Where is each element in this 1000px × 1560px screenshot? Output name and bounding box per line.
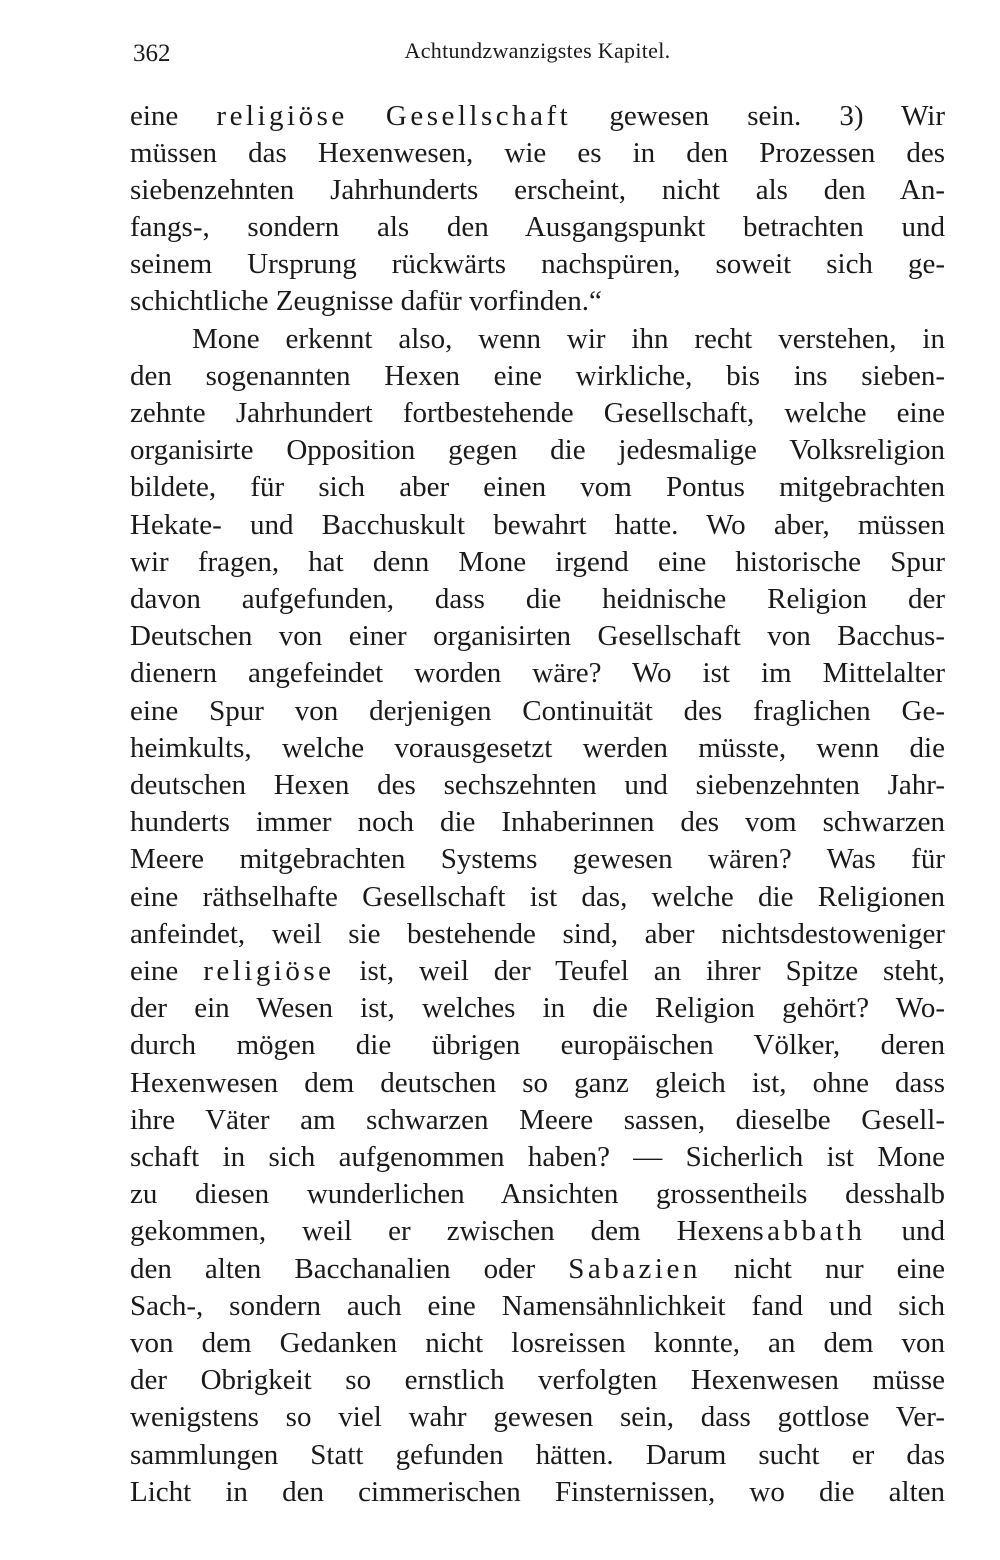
emphasized-word: religiöse — [203, 955, 335, 987]
text-line: seinem Ursprung rückwärts nachspüren, soweit sich ge- — [130, 248, 945, 280]
text-line: durch mögen die übrigen europäischen Völker, deren — [130, 1029, 945, 1061]
text-line: fangs-, sondern als den Ausgangspunkt betrachten und — [130, 211, 945, 243]
text-line: anfeindet, weil sie bestehende sind, aber nichtsdestoweniger — [130, 918, 945, 950]
text-line: Deutschen von einer organisirten Gesellschaft von Bacchus- — [130, 620, 945, 652]
page-number: 362 — [133, 40, 171, 67]
text-line: Licht in den cimmerischen Finsternissen, wo die alten — [130, 1476, 945, 1508]
text-line: von dem Gedanken nicht losreissen konnte, an dem von — [130, 1327, 945, 1359]
text-line: der ein Wesen ist, welches in die Religion gehört? Wo- — [130, 992, 945, 1024]
text-line: gekommen, weil er zwischen dem Hexensabbath und — [130, 1215, 945, 1247]
text-line: Hexenwesen dem deutschen so ganz gleich ist, ohne dass — [130, 1067, 945, 1099]
text-line: schaft in sich aufgenommen haben? — Sicherlich ist Mone — [130, 1141, 945, 1173]
text-line: wir fragen, hat denn Mone irgend eine historische Spur — [130, 546, 945, 578]
page-header — [130, 30, 945, 70]
text-line: der Obrigkeit so ernstlich verfolgten Hexenwesen müsse — [130, 1364, 945, 1396]
text-line: zu diesen wunderlichen Ansichten grossentheils desshalb — [130, 1178, 945, 1210]
text-line: heimkults, welche vorausgesetzt werden müsste, wenn die — [130, 732, 945, 764]
text-line: siebenzehnten Jahrhunderts erscheint, nicht als den An- — [130, 174, 945, 206]
text-line: wenigstens so viel wahr gewesen sein, dass gottlose Ver- — [130, 1401, 945, 1433]
text-line: dienern angefeindet worden wäre? Wo ist im Mittelalter — [130, 657, 945, 689]
text-line: bildete, für sich aber einen vom Pontus mitgebrachten — [130, 471, 945, 503]
text-line: eine Spur von derjenigen Continuität des fraglichen Ge- — [130, 695, 945, 727]
text-line: Meere mitgebrachten Systems gewesen wären? Was für — [130, 843, 945, 875]
text-line: den sogenannten Hexen eine wirkliche, bis ins sieben- — [130, 360, 945, 392]
text-line: hunderts immer noch die Inhaberinnen des vom schwarzen — [130, 806, 945, 838]
text-line: Hekate- und Bacchuskult bewahrt hatte. Wo aber, müssen — [130, 509, 945, 541]
text-line: Sach-, sondern auch eine Namensähnlichkeit fand und sich — [130, 1290, 945, 1322]
emphasized-word: religiöse — [216, 100, 348, 132]
text-line: deutschen Hexen des sechszehnten und siebenzehnten Jahr- — [130, 769, 945, 801]
paragraph-start-line: Mone erkennt also, wenn wir ihn recht verstehen, in — [192, 323, 945, 355]
text-line: eine religiöse ist, weil der Teufel an ihrer Spitze steht, — [130, 955, 945, 987]
text-line: eine räthselhafte Gesellschaft ist das, welche die Religionen — [130, 881, 945, 913]
text-line: schichtliche Zeugnisse dafür vorfinden.“ — [130, 285, 602, 317]
text-line: sammlungen Statt gefunden hätten. Darum sucht er das — [130, 1439, 945, 1471]
running-title: Achtundzwanzigstes Kapitel. — [404, 38, 671, 63]
text-line: zehnte Jahrhundert fortbestehende Gesellschaft, welche eine — [130, 397, 945, 429]
text-line: ihre Väter am schwarzen Meere sassen, dieselbe Gesell- — [130, 1104, 945, 1136]
text-line: davon aufgefunden, dass die heidnische Religion der — [130, 583, 945, 615]
emphasized-word: Gesellschaft — [385, 100, 572, 132]
text-line: den alten Bacchanalien oder Sabazien nicht nur eine — [130, 1253, 945, 1285]
emphasized-word: sabbath — [752, 1215, 866, 1247]
text-line: eine religiöse Gesellschaft gewesen sein. 3) Wir — [130, 100, 945, 132]
emphasized-word: Sabazien — [568, 1253, 701, 1285]
text-line: müssen das Hexenwesen, wie es in den Prozessen des — [130, 137, 945, 169]
text-line: organisirte Opposition gegen die jedesmalige Volksreligion — [130, 434, 945, 466]
